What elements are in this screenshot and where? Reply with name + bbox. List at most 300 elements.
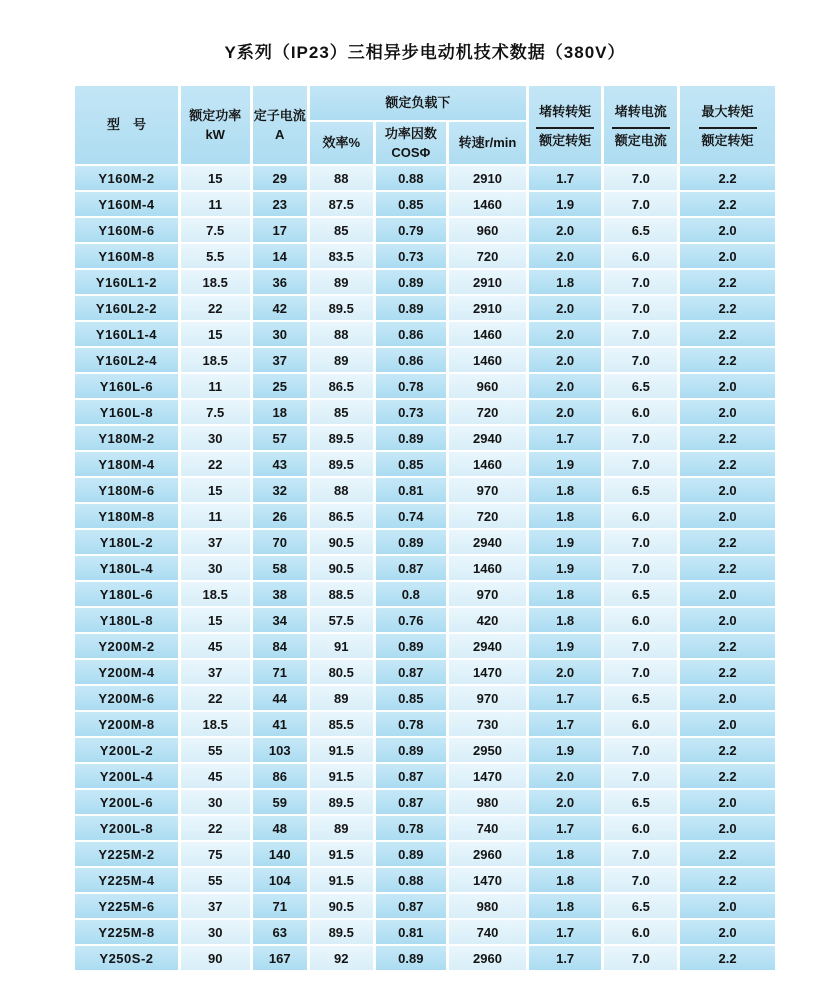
table-row <box>75 478 775 502</box>
value-cell: 1.8 <box>529 842 602 866</box>
value-cell: 0.87 <box>376 660 447 684</box>
value-cell: 980 <box>449 894 526 918</box>
value-cell: 2960 <box>449 842 526 866</box>
value-cell: 1460 <box>449 348 526 372</box>
value-cell: 15 <box>181 322 250 346</box>
value-cell: 1.9 <box>529 530 602 554</box>
table-row <box>75 504 775 528</box>
value-cell: 2.0 <box>680 712 775 736</box>
value-cell: 89 <box>310 270 373 294</box>
value-cell: 71 <box>253 660 307 684</box>
value-cell: 2.0 <box>680 218 775 242</box>
table-row <box>75 660 775 684</box>
value-cell: 91.5 <box>310 868 373 892</box>
value-cell: 0.89 <box>376 842 447 866</box>
model-cell: Y200L-4 <box>75 764 178 788</box>
value-cell: 6.0 <box>604 504 677 528</box>
value-cell: 1.8 <box>529 504 602 528</box>
table-row <box>75 348 775 372</box>
model-cell: Y225M-2 <box>75 842 178 866</box>
col-header-rated-power <box>181 86 250 164</box>
value-cell: 2940 <box>449 426 526 450</box>
value-cell: 1.7 <box>529 946 602 970</box>
value-cell: 7.0 <box>604 192 677 216</box>
value-cell: 85.5 <box>310 712 373 736</box>
value-cell: 1460 <box>449 556 526 580</box>
value-cell: 6.5 <box>604 374 677 398</box>
col-header-max-torque-ratio <box>680 86 775 164</box>
value-cell: 2.0 <box>680 816 775 840</box>
value-cell: 83.5 <box>310 244 373 268</box>
value-cell: 2.0 <box>529 790 602 814</box>
value-cell: 6.5 <box>604 686 677 710</box>
value-cell: 25 <box>253 374 307 398</box>
col-header-efficiency: 效率% <box>310 122 373 164</box>
value-cell: 2960 <box>449 946 526 970</box>
value-cell: 0.89 <box>376 634 447 658</box>
value-cell: 2.0 <box>529 322 602 346</box>
value-cell: 2.0 <box>529 660 602 684</box>
value-cell: 740 <box>449 816 526 840</box>
value-cell: 960 <box>449 374 526 398</box>
value-cell: 1.8 <box>529 270 602 294</box>
value-cell: 1.8 <box>529 868 602 892</box>
value-cell: 0.81 <box>376 920 447 944</box>
value-cell: 7.0 <box>604 660 677 684</box>
value-cell: 7.0 <box>604 322 677 346</box>
value-cell: 37 <box>253 348 307 372</box>
table-row <box>75 426 775 450</box>
value-cell: 75 <box>181 842 250 866</box>
value-cell: 22 <box>181 686 250 710</box>
value-cell: 17 <box>253 218 307 242</box>
value-cell: 6.5 <box>604 478 677 502</box>
value-cell: 34 <box>253 608 307 632</box>
value-cell: 2.0 <box>529 764 602 788</box>
value-cell: 89.5 <box>310 426 373 450</box>
model-cell: Y180M-4 <box>75 452 178 476</box>
table-row <box>75 244 775 268</box>
value-cell: 86.5 <box>310 374 373 398</box>
model-cell: Y200L-6 <box>75 790 178 814</box>
value-cell: 970 <box>449 582 526 606</box>
value-cell: 7.0 <box>604 868 677 892</box>
value-cell: 2.0 <box>680 686 775 710</box>
value-cell: 0.86 <box>376 348 447 372</box>
value-cell: 58 <box>253 556 307 580</box>
value-cell: 36 <box>253 270 307 294</box>
value-cell: 90.5 <box>310 556 373 580</box>
value-cell: 2.2 <box>680 166 775 190</box>
value-cell: 2.0 <box>529 218 602 242</box>
value-cell: 90.5 <box>310 530 373 554</box>
value-cell: 6.5 <box>604 790 677 814</box>
value-cell: 2940 <box>449 634 526 658</box>
value-cell: 2.2 <box>680 192 775 216</box>
table-row <box>75 400 775 424</box>
value-cell: 1.9 <box>529 192 602 216</box>
value-cell: 91.5 <box>310 842 373 866</box>
value-cell: 7.0 <box>604 452 677 476</box>
col-header-speed: 转速r/min <box>449 122 526 164</box>
value-cell: 0.89 <box>376 426 447 450</box>
model-cell: Y160L1-2 <box>75 270 178 294</box>
value-cell: 104 <box>253 868 307 892</box>
model-cell: Y160L-6 <box>75 374 178 398</box>
col-header-stall-torque-ratio <box>529 86 602 164</box>
table-row <box>75 842 775 866</box>
value-cell: 1.9 <box>529 452 602 476</box>
value-cell: 0.87 <box>376 894 447 918</box>
col-header-stall-current-ratio <box>604 86 677 164</box>
value-cell: 30 <box>181 426 250 450</box>
model-cell: Y180L-6 <box>75 582 178 606</box>
value-cell: 29 <box>253 166 307 190</box>
model-cell: Y200M-2 <box>75 634 178 658</box>
value-cell: 2.2 <box>680 452 775 476</box>
value-cell: 22 <box>181 816 250 840</box>
value-cell: 44 <box>253 686 307 710</box>
value-cell: 55 <box>181 738 250 762</box>
value-cell: 2.0 <box>680 920 775 944</box>
value-cell: 970 <box>449 478 526 502</box>
value-cell: 1.8 <box>529 478 602 502</box>
table-row <box>75 686 775 710</box>
value-cell: 2.0 <box>680 582 775 606</box>
table-row <box>75 530 775 554</box>
value-cell: 1.7 <box>529 426 602 450</box>
value-cell: 1.8 <box>529 582 602 606</box>
value-cell: 7.0 <box>604 946 677 970</box>
model-cell: Y160L1-4 <box>75 322 178 346</box>
table-row <box>75 608 775 632</box>
col-header-model <box>75 86 178 164</box>
value-cell: 0.8 <box>376 582 447 606</box>
value-cell: 0.74 <box>376 504 447 528</box>
value-cell: 2.0 <box>680 374 775 398</box>
value-cell: 57.5 <box>310 608 373 632</box>
model-cell: Y180L-8 <box>75 608 178 632</box>
value-cell: 0.86 <box>376 322 447 346</box>
table-row <box>75 790 775 814</box>
table-row <box>75 296 775 320</box>
value-cell: 0.79 <box>376 218 447 242</box>
value-cell: 2940 <box>449 530 526 554</box>
table-header <box>75 86 775 164</box>
value-cell: 2.0 <box>529 244 602 268</box>
value-cell: 45 <box>181 634 250 658</box>
value-cell: 1470 <box>449 868 526 892</box>
table-row <box>75 712 775 736</box>
value-cell: 720 <box>449 504 526 528</box>
value-cell: 30 <box>253 322 307 346</box>
value-cell: 89 <box>310 816 373 840</box>
value-cell: 6.5 <box>604 218 677 242</box>
value-cell: 80.5 <box>310 660 373 684</box>
value-cell: 84 <box>253 634 307 658</box>
value-cell: 6.5 <box>604 894 677 918</box>
value-cell: 7.0 <box>604 738 677 762</box>
value-cell: 37 <box>181 660 250 684</box>
value-cell: 18.5 <box>181 270 250 294</box>
value-cell: 43 <box>253 452 307 476</box>
value-cell: 11 <box>181 504 250 528</box>
value-cell: 59 <box>253 790 307 814</box>
value-cell: 2.2 <box>680 270 775 294</box>
value-cell: 140 <box>253 842 307 866</box>
value-cell: 6.0 <box>604 816 677 840</box>
value-cell: 88 <box>310 166 373 190</box>
value-cell: 37 <box>181 894 250 918</box>
value-cell: 32 <box>253 478 307 502</box>
value-cell: 5.5 <box>181 244 250 268</box>
value-cell: 740 <box>449 920 526 944</box>
stall-current-denominator: 额定电流 <box>614 132 667 148</box>
value-cell: 91.5 <box>310 764 373 788</box>
stall-torque-numerator: 堵转转矩 <box>536 101 594 129</box>
model-cell: Y180M-8 <box>75 504 178 528</box>
value-cell: 7.0 <box>604 270 677 294</box>
value-cell: 7.0 <box>604 166 677 190</box>
value-cell: 57 <box>253 426 307 450</box>
value-cell: 0.89 <box>376 530 447 554</box>
value-cell: 1470 <box>449 764 526 788</box>
value-cell: 1.9 <box>529 556 602 580</box>
col-header-rated-load-group: 额定负载下 <box>310 86 526 120</box>
value-cell: 2910 <box>449 270 526 294</box>
model-cell: Y160M-2 <box>75 166 178 190</box>
model-cell: Y180L-4 <box>75 556 178 580</box>
value-cell: 89.5 <box>310 790 373 814</box>
value-cell: 0.76 <box>376 608 447 632</box>
stator-current-unit: A <box>275 127 285 142</box>
value-cell: 0.88 <box>376 166 447 190</box>
value-cell: 89.5 <box>310 452 373 476</box>
value-cell: 0.87 <box>376 556 447 580</box>
value-cell: 2.2 <box>680 322 775 346</box>
value-cell: 1.7 <box>529 816 602 840</box>
value-cell: 2.0 <box>680 790 775 814</box>
value-cell: 6.5 <box>604 582 677 606</box>
value-cell: 89.5 <box>310 296 373 320</box>
value-cell: 960 <box>449 218 526 242</box>
col-header-power-factor <box>376 122 447 164</box>
value-cell: 2.0 <box>680 894 775 918</box>
value-cell: 38 <box>253 582 307 606</box>
value-cell: 0.85 <box>376 452 447 476</box>
value-cell: 2.0 <box>529 374 602 398</box>
value-cell: 86.5 <box>310 504 373 528</box>
value-cell: 0.85 <box>376 686 447 710</box>
value-cell: 2.2 <box>680 764 775 788</box>
col-header-model-label: 型 号 <box>106 117 146 133</box>
value-cell: 15 <box>181 166 250 190</box>
model-cell: Y200M-4 <box>75 660 178 684</box>
value-cell: 7.0 <box>604 556 677 580</box>
table-row <box>75 166 775 190</box>
value-cell: 2.0 <box>680 400 775 424</box>
value-cell: 2950 <box>449 738 526 762</box>
value-cell: 2.2 <box>680 426 775 450</box>
model-cell: Y160L2-2 <box>75 296 178 320</box>
value-cell: 11 <box>181 192 250 216</box>
value-cell: 1.8 <box>529 608 602 632</box>
value-cell: 91.5 <box>310 738 373 762</box>
value-cell: 89 <box>310 686 373 710</box>
table-row <box>75 738 775 762</box>
value-cell: 1.9 <box>529 738 602 762</box>
value-cell: 0.89 <box>376 270 447 294</box>
value-cell: 2910 <box>449 166 526 190</box>
value-cell: 18.5 <box>181 712 250 736</box>
model-cell: Y225M-4 <box>75 868 178 892</box>
model-cell: Y200L-2 <box>75 738 178 762</box>
table-row <box>75 192 775 216</box>
value-cell: 22 <box>181 452 250 476</box>
model-cell: Y200M-6 <box>75 686 178 710</box>
value-cell: 7.0 <box>604 426 677 450</box>
value-cell: 86 <box>253 764 307 788</box>
value-cell: 2.0 <box>680 504 775 528</box>
rated-power-label: 额定功率 <box>189 107 242 123</box>
value-cell: 37 <box>181 530 250 554</box>
value-cell: 91 <box>310 634 373 658</box>
header-row-1 <box>75 86 775 120</box>
max-torque-numerator: 最大转矩 <box>699 101 757 129</box>
value-cell: 2.2 <box>680 946 775 970</box>
power-factor-symbol: COSΦ <box>391 145 431 160</box>
model-cell: Y200L-8 <box>75 816 178 840</box>
value-cell: 2.0 <box>680 478 775 502</box>
value-cell: 88 <box>310 478 373 502</box>
value-cell: 2.2 <box>680 348 775 372</box>
value-cell: 7.5 <box>181 218 250 242</box>
value-cell: 1.7 <box>529 920 602 944</box>
value-cell: 88 <box>310 322 373 346</box>
value-cell: 0.85 <box>376 192 447 216</box>
value-cell: 14 <box>253 244 307 268</box>
value-cell: 41 <box>253 712 307 736</box>
value-cell: 7.0 <box>604 530 677 554</box>
value-cell: 71 <box>253 894 307 918</box>
value-cell: 89.5 <box>310 920 373 944</box>
value-cell: 720 <box>449 400 526 424</box>
value-cell: 26 <box>253 504 307 528</box>
model-cell: Y250S-2 <box>75 946 178 970</box>
value-cell: 420 <box>449 608 526 632</box>
value-cell: 0.78 <box>376 374 447 398</box>
value-cell: 2910 <box>449 296 526 320</box>
value-cell: 103 <box>253 738 307 762</box>
table-row <box>75 894 775 918</box>
value-cell: 70 <box>253 530 307 554</box>
stall-current-numerator: 堵转电流 <box>612 101 670 129</box>
value-cell: 18.5 <box>181 348 250 372</box>
model-cell: Y225M-6 <box>75 894 178 918</box>
model-cell: Y160L2-4 <box>75 348 178 372</box>
value-cell: 30 <box>181 556 250 580</box>
value-cell: 48 <box>253 816 307 840</box>
stator-current-label: 定子电流 <box>253 107 306 123</box>
value-cell: 720 <box>449 244 526 268</box>
max-torque-denominator: 额定转矩 <box>701 132 754 148</box>
value-cell: 6.0 <box>604 920 677 944</box>
value-cell: 23 <box>253 192 307 216</box>
value-cell: 6.0 <box>604 244 677 268</box>
value-cell: 2.0 <box>529 348 602 372</box>
value-cell: 15 <box>181 478 250 502</box>
value-cell: 2.2 <box>680 634 775 658</box>
value-cell: 1460 <box>449 322 526 346</box>
model-cell: Y180M-6 <box>75 478 178 502</box>
value-cell: 90 <box>181 946 250 970</box>
table-row <box>75 374 775 398</box>
value-cell: 2.2 <box>680 530 775 554</box>
value-cell: 2.0 <box>680 244 775 268</box>
value-cell: 18 <box>253 400 307 424</box>
value-cell: 85 <box>310 218 373 242</box>
table-row <box>75 920 775 944</box>
value-cell: 11 <box>181 374 250 398</box>
value-cell: 0.88 <box>376 868 447 892</box>
value-cell: 0.87 <box>376 790 447 814</box>
value-cell: 15 <box>181 608 250 632</box>
table-body <box>75 166 775 970</box>
page-title: Y系列（IP23）三相异步电动机技术数据（380V） <box>224 43 626 62</box>
model-cell: Y160M-8 <box>75 244 178 268</box>
value-cell: 0.87 <box>376 764 447 788</box>
table-row <box>75 452 775 476</box>
model-cell: Y160M-6 <box>75 218 178 242</box>
rated-power-unit: kW <box>205 127 225 142</box>
value-cell: 7.0 <box>604 634 677 658</box>
table-row <box>75 556 775 580</box>
table-row <box>75 634 775 658</box>
value-cell: 90.5 <box>310 894 373 918</box>
value-cell: 7.0 <box>604 348 677 372</box>
value-cell: 2.2 <box>680 868 775 892</box>
value-cell: 30 <box>181 920 250 944</box>
value-cell: 1.7 <box>529 686 602 710</box>
table-row <box>75 322 775 346</box>
value-cell: 0.89 <box>376 296 447 320</box>
value-cell: 55 <box>181 868 250 892</box>
value-cell: 0.78 <box>376 816 447 840</box>
value-cell: 1460 <box>449 452 526 476</box>
col-header-stator-current <box>253 86 307 164</box>
value-cell: 1460 <box>449 192 526 216</box>
value-cell: 7.0 <box>604 842 677 866</box>
value-cell: 2.0 <box>680 608 775 632</box>
value-cell: 970 <box>449 686 526 710</box>
model-cell: Y160L-8 <box>75 400 178 424</box>
value-cell: 1.7 <box>529 166 602 190</box>
value-cell: 0.78 <box>376 712 447 736</box>
value-cell: 6.0 <box>604 608 677 632</box>
value-cell: 6.0 <box>604 400 677 424</box>
value-cell: 1470 <box>449 660 526 684</box>
power-factor-label: 功率因数 <box>384 125 437 141</box>
model-cell: Y180M-2 <box>75 426 178 450</box>
table-row <box>75 218 775 242</box>
value-cell: 18.5 <box>181 582 250 606</box>
model-cell: Y225M-8 <box>75 920 178 944</box>
table-row <box>75 582 775 606</box>
table-row <box>75 868 775 892</box>
table-row <box>75 764 775 788</box>
value-cell: 2.2 <box>680 660 775 684</box>
value-cell: 85 <box>310 400 373 424</box>
